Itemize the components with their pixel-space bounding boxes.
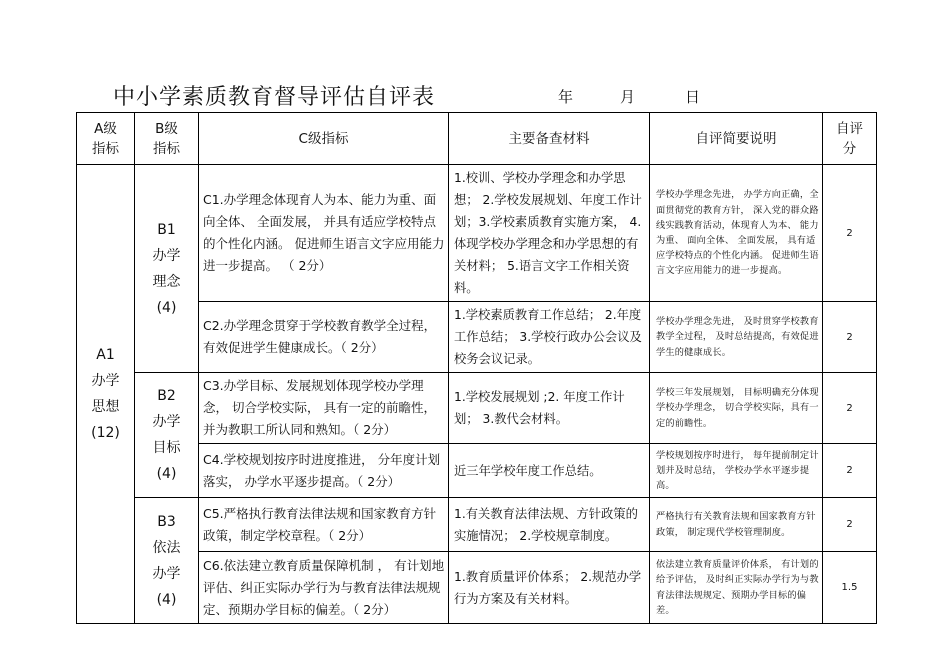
c3-indicator: C3.办学目标、发展规划体现学校办学理念， 切合学校实际， 具有一定的前瞻性，并为教职工所认同和熟知。（ 2分） [199,373,449,444]
c4-indicator: C4.学校规划按序时进度推进， 分年度计划落实， 办学水平逐步提高。（ 2分） [199,444,449,498]
title-row [113,80,733,110]
c4-score: 2 [823,444,877,498]
col-header-score-line2: 分 [842,140,857,157]
col-header-score-line1: 自评 [836,120,863,137]
c1-materials: 1.校训、学校办学理念和办学思想； 2.学校发展规划、年度工作计划；3.学校素质教育实施方案， 4.体现学校办学理念和办学思想的有关材料； 5.语言文字工作相关资料。 [449,165,650,302]
c5-indicator: C5.严格执行教育法律法规和国家教育方针政策，制定学校章程。（ 2分） [199,498,449,552]
b3-line3: 办学 [152,565,181,582]
b3-indicator-cell [135,498,199,624]
c2-explanation: 学校办学理念先进， 及时贯穿学校教育教学全过程， 及时总结提高，有效促进学生的健康成长。 [650,302,823,373]
b2-points: (4) [156,466,177,482]
b2-code: B2 [157,388,176,404]
c3-materials: 1.学校发展规划 ;2. 年度工作计划； 3.教代会材料。 [449,373,650,444]
c4-explanation: 学校规划按序时进行， 每年提前制定计划并及时总结， 学校办学水平逐步提高。 [650,444,823,498]
b2-line2: 办学 [152,414,181,430]
col-header-c: C级指标 [199,113,449,165]
col-header-a [77,113,135,165]
c3-score: 2 [823,373,877,444]
b2-indicator-cell [135,373,199,498]
header-row [77,113,877,165]
b1-line3: 理念 [152,273,181,290]
b1-line2: 办学 [152,247,181,264]
c5-score: 2 [823,498,877,552]
a1-indicator-cell [77,165,135,624]
b2-line3: 目标 [152,440,181,456]
c3-explanation: 学校三年发展规划， 目标明确充分体现学校办学理念， 切合学校实际，具有一定的前瞻性。 [650,373,823,444]
col-header-b-line2: 指标 [153,140,180,157]
col-header-score [823,113,877,165]
self-evaluation-table [76,112,877,624]
c1-explanation: 学校办学理念先进， 办学方向正确，全面贯彻党的教育方针， 深入党的群众路线实践教育活动，体现育人为本、 能力为重、 面向全体、 全面发展， 具有适应学校特点的个性化内涵。 促进师生语言文字应用能力的进一步提高。 [650,165,823,302]
b3-points: (4) [156,591,177,608]
b3-line2: 依法 [152,539,181,556]
a1-points: (12) [91,425,120,441]
c2-score: 2 [823,302,877,373]
a1-line2: 办学 [91,373,120,389]
b1-points: (4) [156,299,177,316]
col-header-b [135,113,199,165]
col-header-materials: 主要备查材料 [449,113,650,165]
c6-score: 1.5 [823,552,877,624]
table-row [77,165,877,302]
a1-line3: 思想 [91,399,120,415]
c2-indicator: C2.办学理念贯穿于学校教育教学全过程， 有效促进学生健康成长。（ 2分） [199,302,449,373]
c6-materials: 1.教育质量评价体系； 2.规范办学行为方案及有关材料。 [449,552,650,624]
a1-code: A1 [96,347,115,363]
table-row [77,373,877,444]
c1-score: 2 [823,165,877,302]
col-header-a-line1: A级 [94,120,117,137]
b1-indicator-cell [135,165,199,373]
c1-indicator: C1.办学理念体现育人为本、能力为重、面向全体、 全面发展， 并具有适应学校特点的个性化内涵。 促进师生语言文字应用能力进一步提高。 （ 2分） [199,165,449,302]
form-title: 中小学素质教育督导评估自评表 [113,80,435,113]
col-header-b-line1: B级 [155,120,178,137]
col-header-a-line2: 指标 [92,140,119,157]
c2-materials: 1.学校素质教育工作总结； 2.年度工作总结； 3.学校行政办公会议及校务会议记录。 [449,302,650,373]
table-row [77,498,877,552]
col-header-explanation: 自评简要说明 [650,113,823,165]
date-month-label: 月 [620,88,636,106]
c6-explanation: 依法建立教育质量评价体系， 有计划的给予评估， 及时纠正实际办学行为与教育法律法规规定、预期办学目标的偏差。 [650,552,823,624]
b3-code: B3 [157,513,176,530]
c5-explanation: 严格执行有关教育法规和国家教育方针政策， 制定现代学校管理制度。 [650,498,823,552]
c6-indicator: C6.依法建立教育质量保障机制 ， 有计划地评估、纠正实际办学行为与教育法律法规规定、预期办学目标的偏差。（ 2分） [199,552,449,624]
date-year-label: 年 [558,88,574,106]
date-day-label: 日 [685,88,701,106]
c5-materials: 1.有关教育法律法规、方针政策的实施情况； 2.学校规章制度。 [449,498,650,552]
c4-materials: 近三年学校年度工作总结。 [449,444,650,498]
b1-code: B1 [157,221,176,238]
